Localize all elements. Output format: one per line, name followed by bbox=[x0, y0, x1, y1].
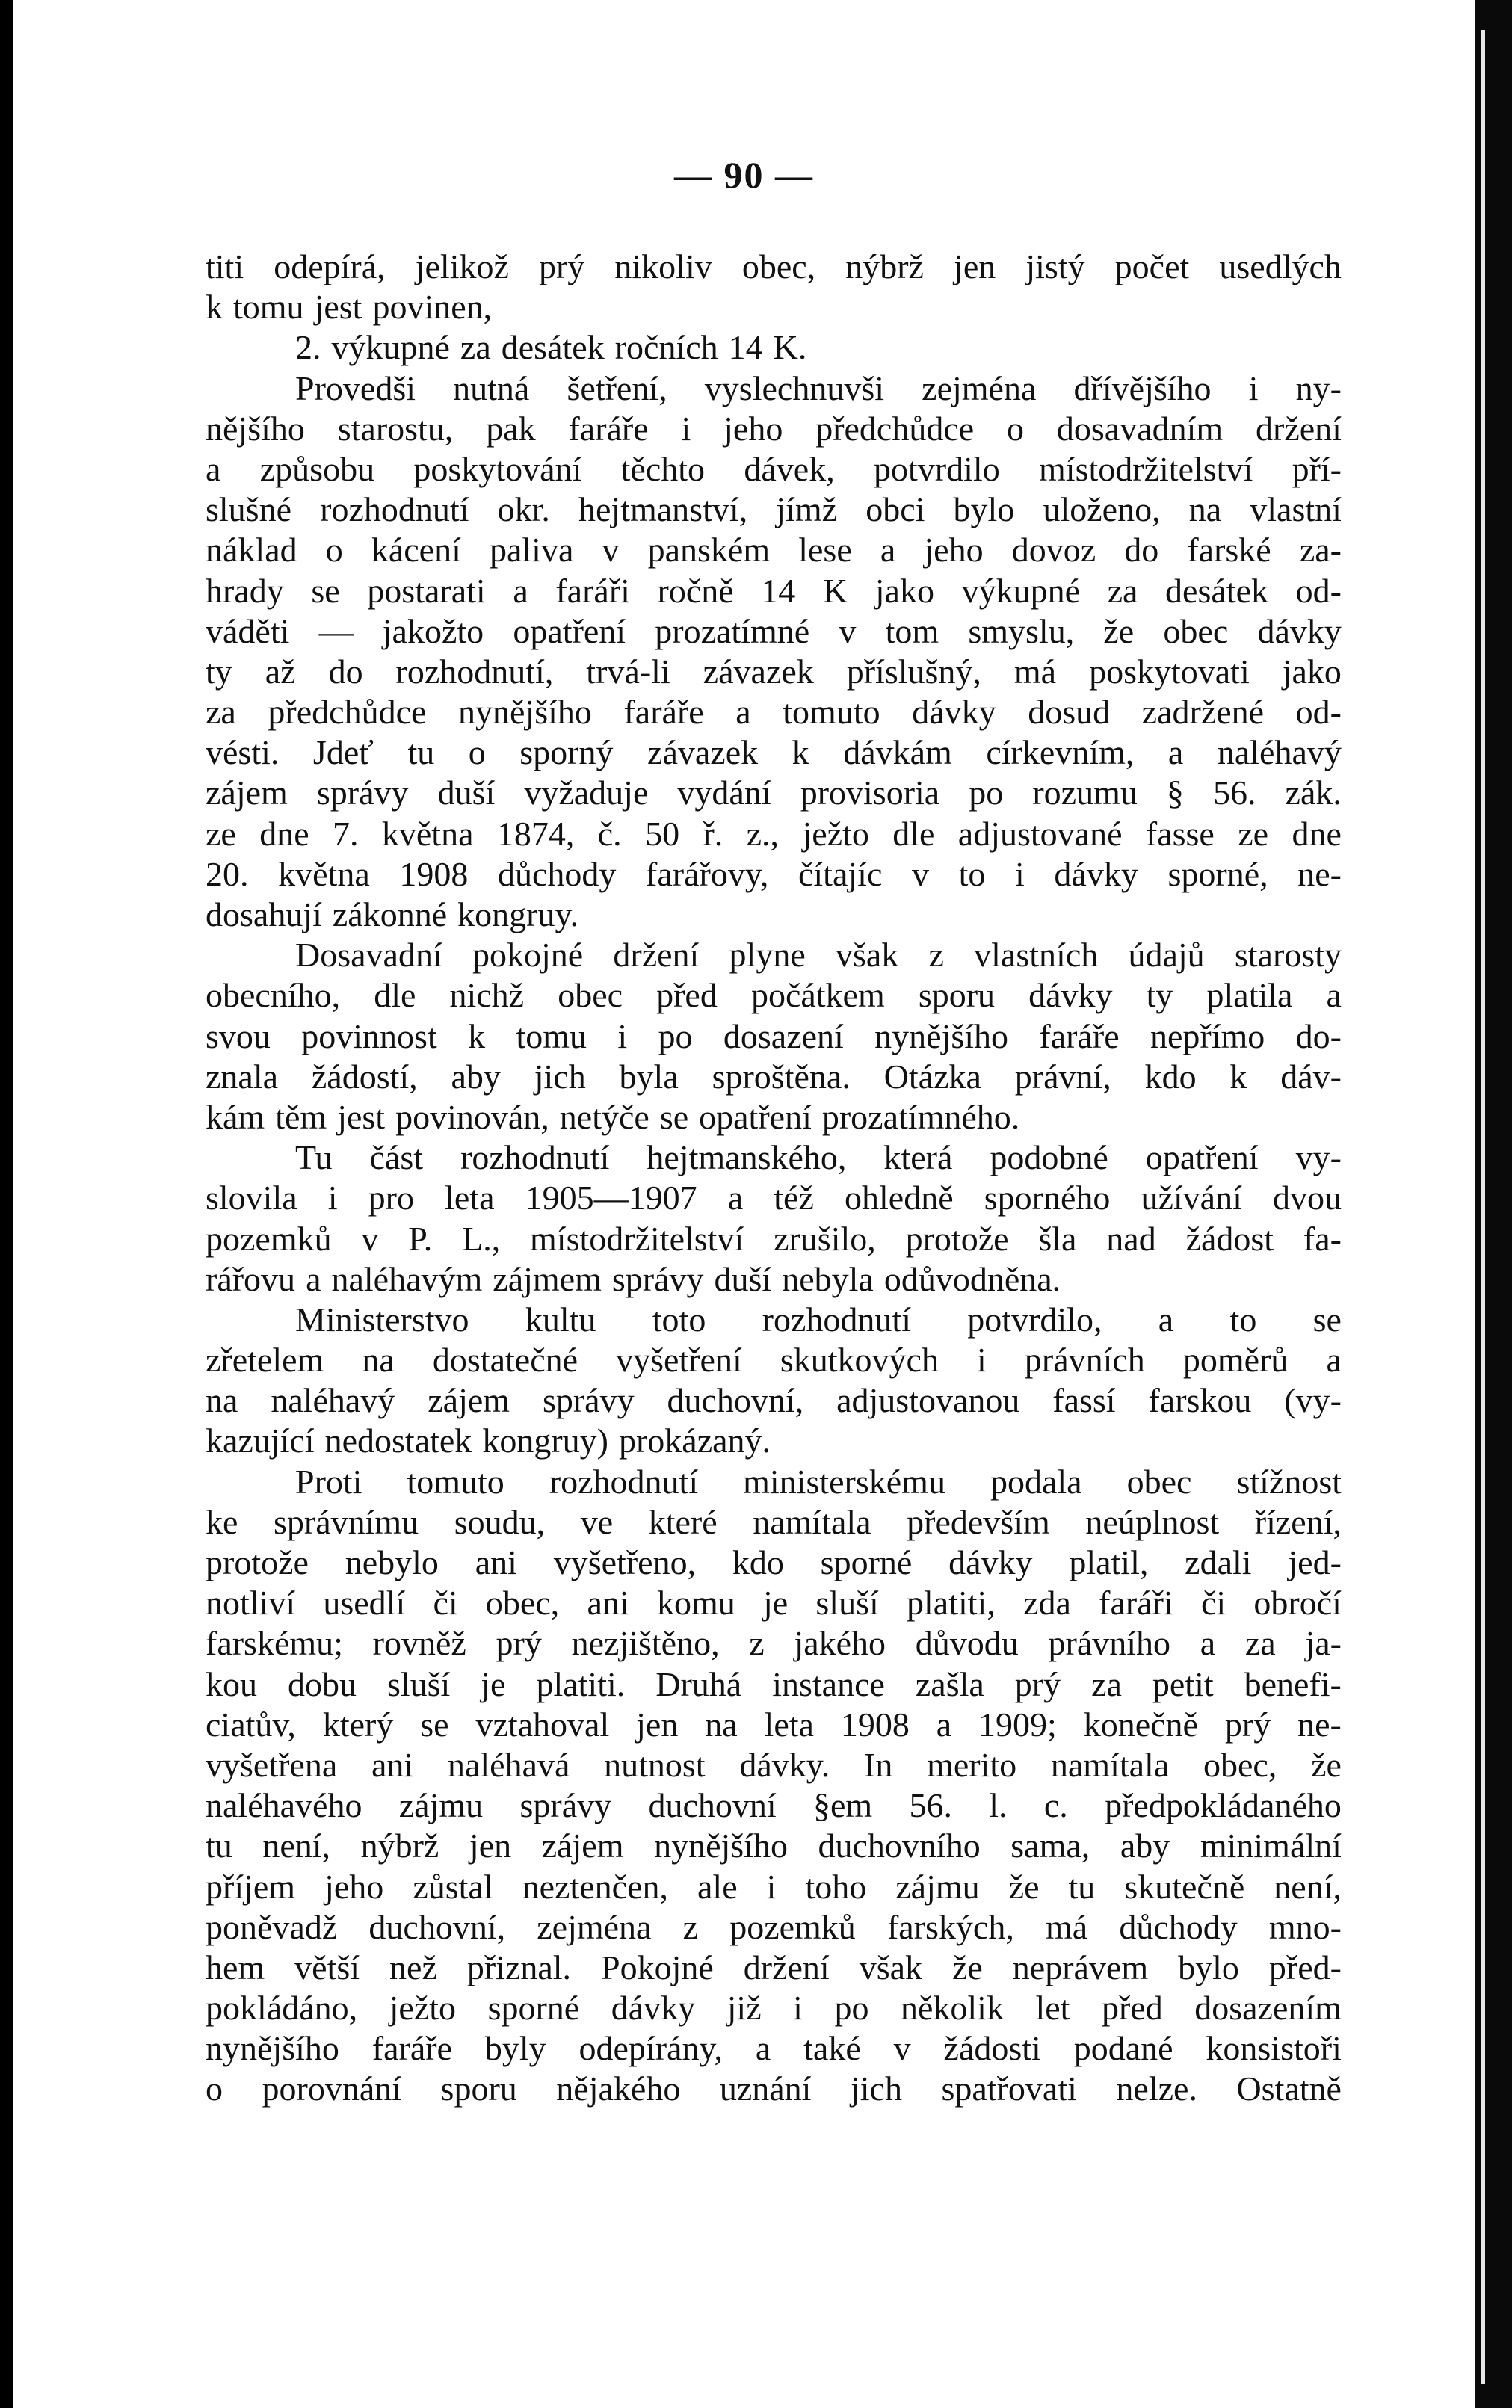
text-line: obecního, dle nichž obec před počátkem sporu dávky ty platila a bbox=[206, 976, 1342, 1015]
text-line: za předchůdce nynějšího faráře a tomuto dávky dosud zadržené od- bbox=[206, 693, 1342, 732]
text-line: Provedši nutná šetření, vyslechnuvši zejména dřívějšího i ny- bbox=[295, 368, 1342, 407]
text-line: slovila i pro leta 1905—1907 a též ohledně sporného užívání dvou bbox=[206, 1179, 1342, 1217]
text-line: tu není, nýbrž jen zájem nynějšího duchovního sama, aby minimální bbox=[206, 1827, 1342, 1865]
text-line: o porovnání sporu nějakého uznání jich spatřovati nelze. Ostatně bbox=[206, 2069, 1342, 2108]
text-line: svou povinnost k tomu i po dosazení nynějšího faráře nepřímo do- bbox=[206, 1016, 1342, 1055]
text-line: dosahují zákonné kongruy. bbox=[206, 895, 578, 933]
text-line: kazující nedostatek kongruy) prokázaný. bbox=[206, 1421, 771, 1460]
page-number: — 90 — bbox=[674, 154, 814, 196]
text-line: farskému; rovněž prý nezjištěno, z jakého důvodu právního a za ja- bbox=[206, 1624, 1342, 1663]
text-line: slušné rozhodnutí okr. hejtmanství, jímž obci bylo uloženo, na vlastní bbox=[206, 490, 1342, 529]
text-line: protože nebylo ani vyšetřeno, kdo sporné dávky platil, zdali jed- bbox=[206, 1543, 1342, 1581]
text-line: naléhavého zájmu správy duchovní §em 56. l. c. předpokládaného bbox=[206, 1786, 1342, 1825]
text-line: vyšetřena ani naléhavá nutnost dávky. In merito namítala obec, že bbox=[206, 1745, 1342, 1784]
text-line: ciatův, který se vztahoval jen na leta 1908 a 1909; konečně prý ne- bbox=[206, 1705, 1342, 1744]
text-line: 2. výkupné za desátek ročních 14 K. bbox=[295, 328, 807, 367]
page-edge bbox=[1475, 0, 1512, 2408]
text-line: ze dne 7. května 1874, č. 50 ř. z., ježto dle adjustované fasse ze dne bbox=[206, 814, 1342, 853]
text-line: zájem správy duší vyžaduje vydání provisoria po rozumu § 56. zák. bbox=[206, 774, 1342, 812]
text-line: pozemků v P. L., místodržitelství zrušilo, protože šla nad žádost fa- bbox=[206, 1219, 1342, 1258]
text-line: ke správnímu soudu, ve které namítala především neúplnost řízení, bbox=[206, 1502, 1342, 1541]
body-text bbox=[206, 247, 1342, 2110]
text-line: 20. května 1908 důchody farářovy, čítajíc v to i dávky sporné, ne- bbox=[206, 854, 1342, 893]
text-line: Tu část rozhodnutí hejtmanského, která podobné opatření vy- bbox=[295, 1138, 1342, 1177]
text-line: nynějšího faráře byly odepírány, a také v žádosti podané konsistoři bbox=[206, 2029, 1342, 2068]
text-line: hem větší než přiznal. Pokojné držení však že neprávem bylo před- bbox=[206, 1948, 1342, 1986]
text-line: Ministerstvo kultu toto rozhodnutí potvrdilo, a to se bbox=[295, 1300, 1342, 1339]
text-line: vésti. Jdeť tu o sporný závazek k dávkám církevním, a naléhavý bbox=[206, 733, 1342, 772]
text-line: náklad o kácení paliva v panském lese a jeho dovoz do farské za- bbox=[206, 531, 1342, 569]
text-line: nějšího starostu, pak faráře i jeho předchůdce o dosavadním držení bbox=[206, 409, 1342, 448]
text-line: a způsobu poskytování těchto dávek, potvrdilo místodržitelství pří- bbox=[206, 449, 1342, 488]
text-line: zřetelem na dostatečné vyšetření skutkových i právních poměrů a bbox=[206, 1341, 1342, 1380]
text-line: hrady se postarati a faráři ročně 14 K jako výkupné za desátek od- bbox=[206, 571, 1342, 610]
text-line: ty až do rozhodnutí, trvá-li závazek příslušný, má poskytovati jako bbox=[206, 652, 1342, 691]
text-line: kám těm jest povinován, netýče se opatření prozatímného. bbox=[206, 1097, 1020, 1136]
text-line: titi odepírá, jelikož prý nikoliv obec, nýbrž jen jistý počet usedlých bbox=[206, 247, 1342, 285]
text-line: poněvadž duchovní, zejména z pozemků farských, má důchody mno- bbox=[206, 1907, 1342, 1946]
text-line: kou dobu sluší je platiti. Druhá instance zašla prý za petit benefi- bbox=[206, 1664, 1342, 1703]
text-line: znala žádostí, aby jich byla sproštěna. Otázka právní, kdo k dáv- bbox=[206, 1057, 1342, 1096]
text-line: k tomu jest povinen, bbox=[206, 288, 493, 327]
text-line: váděti — jakožto opatření prozatímné v tom smyslu, že obec dávky bbox=[206, 611, 1342, 650]
text-line: Proti tomuto rozhodnutí ministerskému podala obec stížnost bbox=[295, 1462, 1342, 1501]
book-page bbox=[13, 0, 1475, 2408]
text-line: notliví usedlí či obec, ani komu je sluší platiti, zda faráři či obročí bbox=[206, 1584, 1342, 1623]
text-line: Dosavadní pokojné držení plyne však z vlastních údajů starosty bbox=[295, 936, 1342, 975]
text-line: na naléhavý zájem správy duchovní, adjustovanou fassí farskou (vy- bbox=[206, 1381, 1342, 1420]
text-line: příjem jeho zůstal neztenčen, ale i toho zájmu že tu skutečně není, bbox=[206, 1867, 1342, 1906]
text-line: pokládáno, ježto sporné dávky již i po několik let před dosazením bbox=[206, 1989, 1342, 2028]
text-line: rářovu a naléhavým zájmem správy duší nebyla odůvodněna. bbox=[206, 1259, 1061, 1298]
